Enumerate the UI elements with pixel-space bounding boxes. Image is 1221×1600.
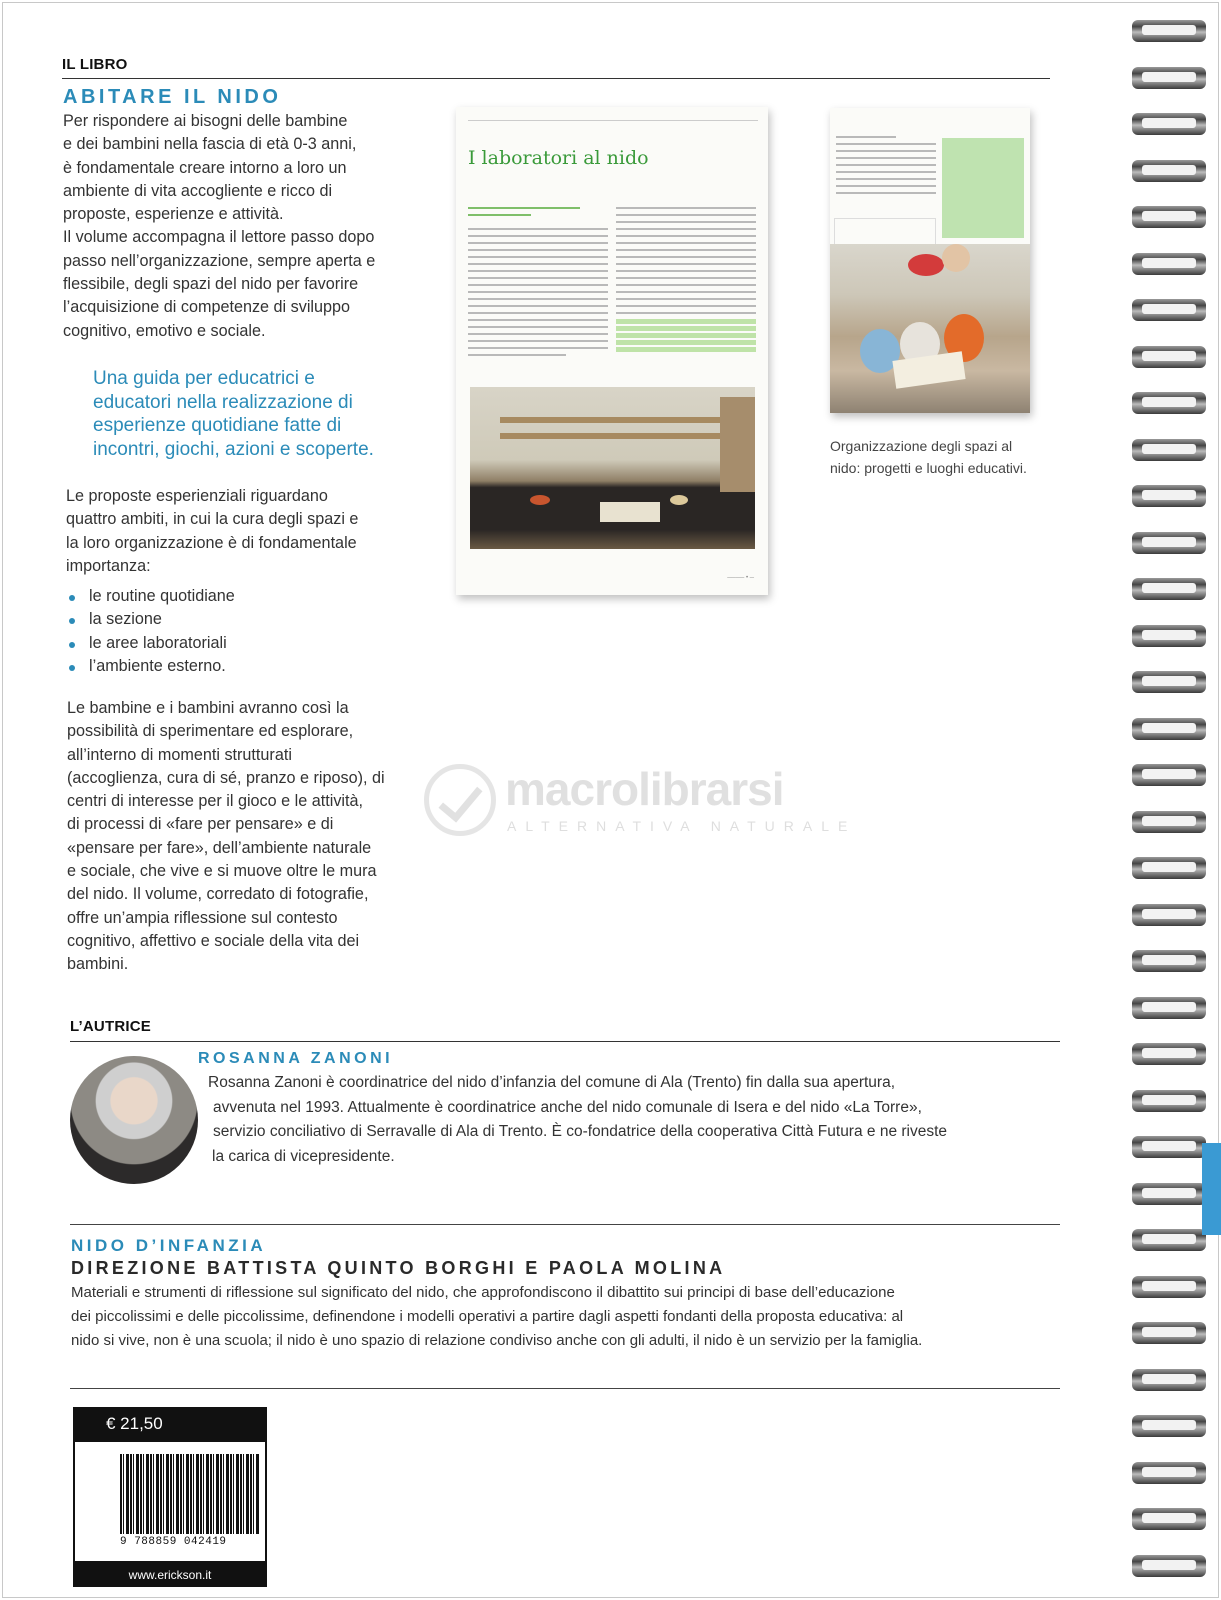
barcode	[73, 1440, 267, 1563]
price-label	[73, 1407, 267, 1440]
text-line: possibilità di sperimentare ed esplorare,	[67, 722, 354, 741]
text-line: «pensare per fare», dell’ambiente naturale	[67, 838, 372, 857]
text-line: Le bambine e i bambini avranno così la	[67, 699, 349, 717]
quote-line: incontri, giochi, azioni e scoperte.	[93, 438, 374, 460]
text-line: bambini.	[67, 955, 129, 974]
text-line: centri di interesse per il gioco e le attività,	[67, 792, 364, 811]
author-avatar	[70, 1056, 198, 1184]
spiral-coil	[1132, 578, 1206, 604]
side-tab	[1202, 1143, 1221, 1235]
preview-photo-children	[830, 244, 1030, 413]
text-line: e sociale, che vive e si muove oltre le mura	[67, 862, 377, 881]
list-item: la sezione	[63, 608, 363, 631]
text-line: la carica di vicepresidente.	[212, 1147, 395, 1165]
spiral-coil	[1132, 625, 1206, 651]
preview-page-laboratori	[456, 107, 768, 595]
section-divider	[62, 78, 1050, 79]
text-line: Per rispondere ai bisogni delle bambine	[63, 112, 348, 130]
preview-green-box	[942, 138, 1024, 238]
text-line: del nido. Il volume, corredato di fotografie,	[67, 885, 369, 904]
spiral-coil	[1132, 439, 1206, 465]
spiral-coil	[1132, 1183, 1206, 1209]
book-quote	[93, 367, 433, 461]
text-line: Il volume accompagna il lettore passo dopo	[63, 228, 375, 247]
text-line: cognitivo, affettivo e sociale della vita dei	[67, 931, 360, 950]
preview-page-footer: ──── • ─	[727, 575, 754, 581]
text-line: la loro organizzazione è di fondamentale	[66, 533, 357, 552]
section-label-libro: IL LIBRO	[62, 56, 128, 73]
spiral-coil	[1132, 1229, 1206, 1255]
preview-column-right	[616, 207, 756, 354]
text-line: cognitivo, emotivo e sociale.	[63, 321, 266, 340]
spiral-coil	[1132, 811, 1206, 837]
spiral-coil	[1132, 67, 1206, 93]
section-divider	[70, 1224, 1060, 1225]
spiral-coil	[1132, 485, 1206, 511]
text-line: all’interno di momenti strutturati	[67, 745, 292, 764]
spiral-coil	[1132, 160, 1206, 186]
series-direction: DIREZIONE BATTISTA QUINTO BORGHI E PAOLA MOLINA	[71, 1258, 726, 1278]
section-divider	[70, 1041, 1060, 1042]
spiral-coil	[1132, 113, 1206, 139]
spiral-coil	[1132, 950, 1206, 976]
text-line: flessibile, degli spazi del nido per favorire	[63, 275, 359, 294]
text-line: di processi di «fare per pensare» e di	[67, 815, 334, 834]
spiral-coil	[1132, 1322, 1206, 1348]
book-title: ABITARE IL NIDO	[63, 86, 282, 108]
text-line: e dei bambini nella fascia di età 0-3 anni,	[63, 135, 357, 154]
text-line: Rosanna Zanoni è coordinatrice del nido d’infanzia del comune di Ala (Trento) fin dalla sua apertura,	[208, 1074, 896, 1091]
book-closing	[67, 697, 427, 977]
text-line: quattro ambiti, in cui la cura degli spazi e	[66, 510, 359, 529]
spiral-coil	[1132, 346, 1206, 372]
spiral-coil	[1132, 299, 1206, 325]
list-item: le aree laboratoriali	[63, 632, 363, 655]
preview-caption	[830, 435, 1060, 479]
publisher-url: www.erickson.it	[73, 1563, 267, 1587]
spiral-coil	[1132, 1508, 1206, 1534]
series-name: NIDO D’INFANZIA	[71, 1236, 267, 1255]
spiral-coil	[1132, 1136, 1206, 1162]
text-line: offre un’ampia riflessione sul contesto	[67, 908, 338, 927]
preview-page-photo	[830, 108, 1030, 413]
spiral-coil	[1132, 1043, 1206, 1069]
text-line: proposte, esperienze e attività.	[63, 205, 284, 224]
series-description	[71, 1281, 1061, 1353]
text-line: nido si vive, non è una scuola; il nido è uno spazio di relazione condiviso anche con gli adulti, il nido è un servizio per la famiglia.	[71, 1332, 923, 1349]
quote-line: Una guida per educatrici e	[93, 368, 315, 389]
spiral-coil	[1132, 671, 1206, 697]
spiral-coil	[1132, 904, 1206, 930]
spiral-coil	[1132, 1415, 1206, 1441]
text-line: servizio conciliativo di Serravalle di Ala di Trento. È co-fondatrice della cooperativa Città Futura e ne riveste	[213, 1123, 948, 1140]
book-intro	[63, 110, 423, 343]
text-line: Le proposte esperienziali riguardano	[66, 487, 328, 505]
spiral-coil	[1132, 718, 1206, 744]
preview-photo-classroom	[470, 387, 755, 549]
spiral-coil	[1132, 1090, 1206, 1116]
spiral-coil	[1132, 253, 1206, 279]
text-line: ambiente di vita accogliente e ricco di	[63, 181, 333, 200]
spiral-coil	[1132, 764, 1206, 790]
text-line: passo nell’organizzazione, sempre aperta e	[63, 251, 376, 270]
spiral-coil	[1132, 206, 1206, 232]
spiral-coil	[1132, 1462, 1206, 1488]
isbn-number: 9 788859 042419	[120, 1536, 227, 1548]
ambiti-intro	[66, 485, 426, 578]
quote-line: educatori nella realizzazione di	[93, 391, 353, 413]
section-divider	[70, 1388, 1060, 1389]
preview-column	[836, 136, 936, 199]
caption-line: Organizzazione degli spazi al	[830, 438, 1013, 454]
text-line: importanza:	[66, 556, 151, 575]
spiral-coil	[1132, 1369, 1206, 1395]
preview-column-left	[468, 207, 608, 361]
spiral-coil	[1132, 392, 1206, 418]
watermark-tagline: ALTERNATIVA NATURALE	[507, 818, 857, 834]
spiral-coil	[1132, 1276, 1206, 1302]
text-line: (accoglienza, cura di sé, pranzo e riposo), di	[67, 768, 385, 787]
barcode-bars	[120, 1454, 260, 1534]
text-line: dei piccolissimi e delle piccolissime, definendone i modelli operativi a partire dagli aspetti fondanti della proposta educativa: al	[71, 1308, 904, 1325]
text-line: è fondamentale creare intorno a loro un	[63, 158, 347, 177]
spiral-coil	[1132, 20, 1206, 46]
section-label-autrice: L’AUTRICE	[70, 1018, 151, 1035]
list-item: l’ambiente esterno.	[63, 655, 363, 678]
caption-line: nido: progetti e luoghi educativi.	[830, 460, 1027, 476]
watermark-brand: macrolibrarsi	[505, 763, 784, 815]
text-line: Materiali e strumenti di riflessione sul significato del nido, che approfondiscono il dibattito sui principi di base dell’educazione	[71, 1284, 895, 1301]
text-line: avvenuta nel 1993. Attualmente è coordinatrice anche del nido comunale di Isera e del nido «La Torre»,	[213, 1098, 922, 1116]
price-value: € 21,50	[106, 1414, 163, 1433]
author-bio	[208, 1071, 1068, 1169]
spiral-coil	[1132, 857, 1206, 883]
spiral-coil	[1132, 1555, 1206, 1581]
author-name: ROSANNA ZANONI	[198, 1050, 394, 1067]
ambiti-list	[63, 585, 363, 678]
page-top-rule	[468, 120, 758, 121]
spiral-coil	[1132, 532, 1206, 558]
preview-page-title: I laboratori al nido	[468, 147, 649, 169]
watermark-logo-icon	[424, 764, 496, 836]
text-line: l’acquisizione di competenze di sviluppo	[63, 298, 351, 317]
list-item: le routine quotidiane	[63, 585, 363, 608]
quote-line: esperienze quotidiane fatte di	[93, 415, 342, 436]
spiral-coil	[1132, 997, 1206, 1023]
